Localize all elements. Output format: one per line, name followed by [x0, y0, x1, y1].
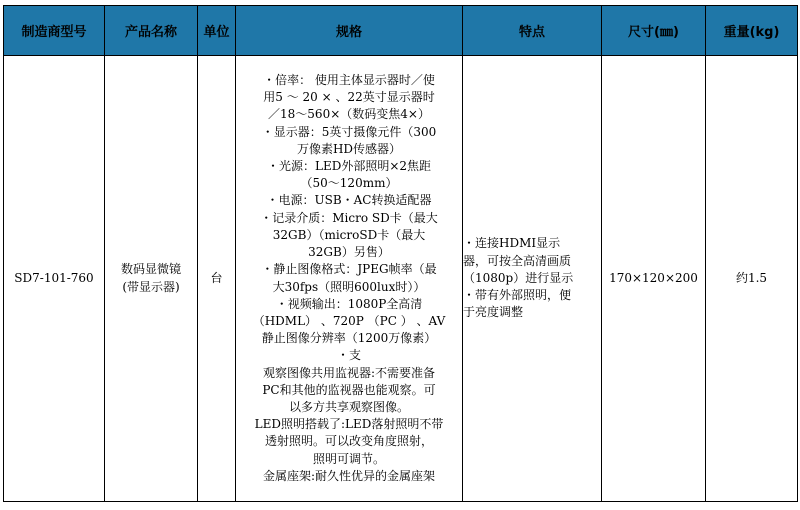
cell-spec: [236, 56, 463, 502]
feature-line: （1080p）进行显示: [463, 270, 574, 285]
spec-line: ・光源：LED外部照明×2焦距: [266, 159, 432, 174]
header-row: [4, 6, 798, 56]
feature-line: 器，可按全高清画质: [463, 253, 572, 268]
feature-line: ・连接HDMI显示: [463, 236, 561, 251]
header-size: 尺寸(㎜): [602, 6, 706, 56]
spec-line: LED照明搭载了:LED落射照明不带: [254, 417, 444, 432]
cell-features: [463, 56, 602, 502]
spec-line: （HDML） 、720P （PC ） 、AV: [252, 313, 446, 328]
cell-unit: 台: [198, 56, 236, 502]
product-name-line: 数码显微镜: [120, 262, 181, 277]
spec-line: ・视频输出：1080P全高清: [275, 296, 423, 311]
spec-line: 透射照明。可以改变角度照射，: [264, 434, 433, 449]
header-model: 制造商型号: [4, 6, 105, 56]
cell-weight: 约1.5: [706, 56, 798, 502]
spec-line: ・电源：USB・AC转换适配器: [266, 193, 432, 208]
spec-line: ・静止图像格式：JPEG帧率（最: [261, 262, 437, 277]
spec-line: 以多方共享观察图像。: [288, 399, 409, 414]
spec-line: PC和其他的监视器也能观察。可: [262, 382, 436, 397]
feature-line: 于亮度调整: [463, 305, 524, 320]
spec-line: 观察图像共用监视器:不需要准备: [262, 365, 436, 380]
header-product-name: 产品名称: [105, 6, 198, 56]
spec-line: 用5 ～ 20 × 、22英寸显示器时: [263, 90, 435, 105]
spec-sheet: [3, 5, 798, 502]
spec-line: ／18～560×（数码变焦4×）: [268, 107, 430, 122]
spec-line: 32GB）（microSD卡（最大: [272, 227, 426, 242]
header-unit: 单位: [198, 6, 236, 56]
product-name-line: (带显示器): [122, 279, 180, 294]
spec-line: ・倍率： 使用主体显示器时／使: [263, 73, 435, 88]
spec-line: ・支: [336, 348, 361, 363]
spec-line: ・记录介质：Micro SD卡（最大: [260, 210, 438, 225]
spec-line: 大30fps（照明600lux时））: [272, 279, 426, 294]
cell-size: 170×120×200: [602, 56, 706, 502]
spec-line: 静止图像分辨率（1200万像素）: [261, 331, 437, 346]
spec-line: ・显示器：5英寸摄像元件（300: [261, 124, 437, 139]
spec-line: 照明可调节。: [312, 451, 385, 466]
spec-line: （50～120mm）: [300, 176, 398, 191]
cell-model: SD7-101-760: [4, 56, 105, 502]
spec-line: 金属座架:耐久性优异的金属座架: [262, 468, 436, 483]
header-weight: 重量(kg): [706, 6, 798, 56]
table-row: [4, 56, 798, 502]
spec-line: 万像素HD传感器）: [296, 141, 402, 156]
cell-product-name: [105, 56, 198, 502]
product-spec-table: [3, 5, 798, 502]
header-features: 特点: [463, 6, 602, 56]
feature-line: ・带有外部照明，便: [463, 288, 572, 303]
header-spec: 规格: [236, 6, 463, 56]
spec-line: 32GB）另售）: [308, 245, 390, 260]
